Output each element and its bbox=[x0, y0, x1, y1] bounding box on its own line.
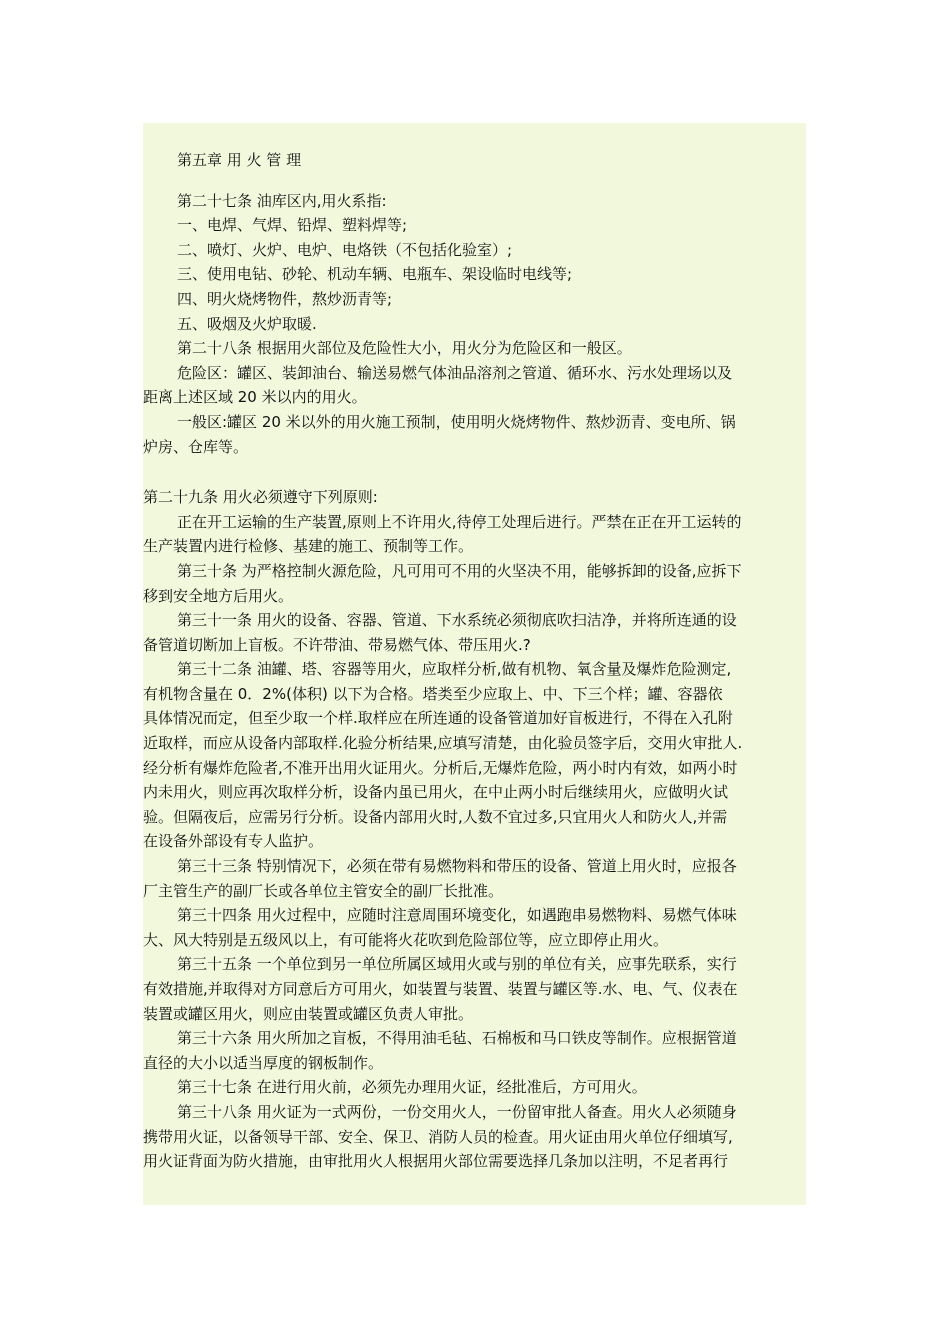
spacer bbox=[143, 173, 806, 189]
text-line: 在设备外部设有专人监护。 bbox=[143, 832, 324, 851]
text-line: 三、使用电钻、砂轮、机动车辆、电瓶车、架设临时电线等; bbox=[177, 265, 573, 284]
text-line: 用火证背面为防火措施，由审批用火人根据用火部位需要选择几条加以注明，不足者再行 bbox=[143, 1152, 729, 1171]
text-line: 有效措施,并取得对方同意后方可用火，如装置与装置、装置与罐区等.水、电、气、仪表在 bbox=[143, 980, 738, 998]
text-line: 直径的大小以适当厚度的钢板制作。 bbox=[143, 1053, 384, 1072]
text-line: 生产装置内进行检修、基建的施工、预制等工作。 bbox=[143, 537, 474, 556]
document-body bbox=[143, 148, 806, 1174]
text-line: 四、明火烧烤物件，熬炒沥青等; bbox=[177, 289, 393, 308]
text-line: 正在开工运输的生产装置,原则上不许用火,待停工处理后进行。严禁在正在开工运转的 bbox=[177, 512, 742, 531]
text-line: 二、喷灯、火炉、电炉、电烙铁（不包括化验室）; bbox=[177, 240, 513, 259]
text-line: 备管道切断加上盲板。不许带油、带易燃气体、带压用火.? bbox=[143, 635, 531, 654]
text-line: 近取样，而应从设备内部取样.化验分析结果,应填写清楚，由化验员签字后，交用火审批人. bbox=[143, 734, 743, 753]
text-line: 大、风大特别是五级风以上，有可能将火花吹到危险部位等，应立即停止用火。 bbox=[143, 930, 669, 949]
text-line: 携带用火证，以备领导干部、安全、保卫、消防人员的检查。用火证由用火单位仔细填写, bbox=[143, 1127, 733, 1146]
text-line: 炉房、仓库等。 bbox=[143, 437, 249, 456]
text-line: 第三十七条 在进行用火前，必须先办理用火证，经批准后，方可用火。 bbox=[177, 1078, 647, 1097]
text-line: 第二十七条 油库区内,用火系指: bbox=[177, 191, 387, 210]
text-line: 第三十六条 用火所加之盲板，不得用油毛毡、石棉板和马口铁皮等制作。应根据管道 bbox=[177, 1029, 737, 1048]
text-line: 移到安全地方后用火。 bbox=[143, 586, 294, 605]
spacer bbox=[143, 459, 806, 485]
text-line: 第三十四条 用火过程中，应随时注意周围环境变化，如遇跑串易燃物料、易燃气体味 bbox=[177, 906, 737, 925]
document-page bbox=[143, 123, 806, 1205]
text-line: 厂主管生产的副厂长或各单位主管安全的副厂长批准。 bbox=[143, 881, 504, 900]
text-line: 装置或罐区用火，则应由装置或罐区负责人审批。 bbox=[143, 1004, 474, 1023]
text-line: 内未用火，则应再次取样分析，设备内虽已用火，在中止两小时后继续用火，应做明火试 bbox=[143, 783, 729, 802]
text-line: 具体情况而定，但至少取一个样.取样应在所连通的设备管道加好盲板进行，不得在入孔附 bbox=[143, 709, 733, 728]
text-line: 第二十九条 用火必须遵守下列原则: bbox=[143, 488, 378, 507]
text-line: 五、吸烟及火炉取暖. bbox=[177, 314, 317, 333]
text-line: 第三十三条 特别情况下，必须在带有易燃物料和带压的设备、管道上用火时，应报各 bbox=[177, 857, 737, 876]
text-line: 第三十一条 用火的设备、容器、管道、下水系统必须彻底吹扫洁净，并将所连通的设 bbox=[177, 611, 737, 630]
text-line: 一般区:罐区 20 米以外的用火施工预制，使用明火烧烤物件、熬炒沥青、变电所、锅 bbox=[177, 412, 736, 431]
chapter-title: 第五章 用 火 管 理 bbox=[177, 151, 302, 169]
text-line: 一、电焊、气焊、铅焊、塑料焊等; bbox=[177, 216, 408, 235]
text-line: 距离上述区域 20 米以内的用火。 bbox=[143, 388, 367, 407]
text-line: 第二十八条 根据用火部位及危险性大小，用火分为危险区和一般区。 bbox=[177, 339, 632, 358]
text-line: 第三十五条 一个单位到另一单位所属区域用火或与别的单位有关，应事先联系，实行 bbox=[177, 955, 737, 974]
text-line: 验。但隔夜后，应需另行分析。设备内部用火时,人数不宜过多,只宜用火人和防火人,并需 bbox=[143, 807, 728, 826]
text-line: 第三十条 为严格控制火源危险，凡可用可不用的火坚决不用，能够拆卸的设备,应拆下 bbox=[177, 561, 742, 580]
text-line: 第三十二条 油罐、塔、容器等用火，应取样分析,做有机物、氧含量及爆炸危险测定, bbox=[177, 660, 732, 679]
text-line: 有机物含量在 0．2%(体积) 以下为合格。塔类至少应取上、中、下三个样；罐、容器依 bbox=[143, 684, 723, 703]
text-line: 危险区：罐区、装卸油台、输送易燃气体油品溶剂之管道、循环水、污水处理场以及 bbox=[177, 363, 733, 382]
text-line: 第三十八条 用火证为一式两份，一份交用火人，一份留审批人备查。用火人必须随身 bbox=[177, 1102, 737, 1121]
text-line: 经分析有爆炸危险者,不准开出用火证用火。分析后,无爆炸危险，两小时内有效，如两小时 bbox=[143, 758, 738, 777]
